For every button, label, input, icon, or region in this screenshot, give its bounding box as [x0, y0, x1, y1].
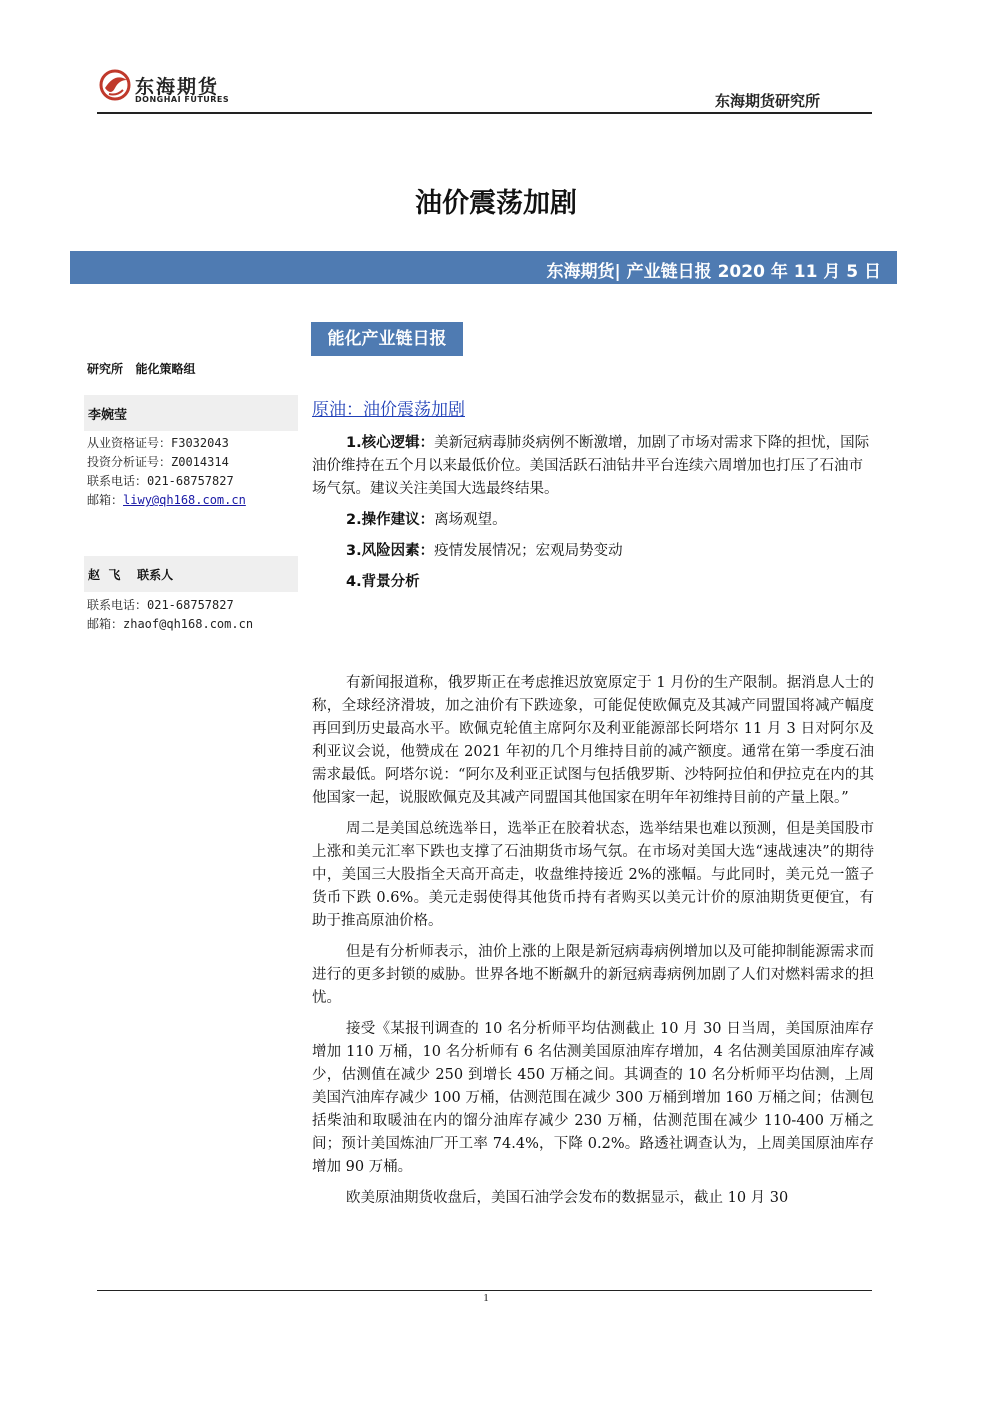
analyst-email-row: [87, 491, 246, 510]
logo-cn-text: 东海期货: [135, 76, 220, 98]
point-label: 2.操作建议：: [346, 512, 435, 528]
donghai-logo-mark-icon: [97, 66, 133, 104]
contact-phone: 联系电话：021-68757827: [87, 598, 234, 612]
analyst-phone: 联系电话：021-68757827: [87, 474, 234, 488]
point-core-logic: [312, 432, 874, 501]
email-label: 邮箱：: [87, 493, 124, 507]
point-label: 4.背景分析: [346, 574, 420, 590]
point-risk: [312, 540, 874, 563]
point-label: 3.风险因素：: [346, 543, 435, 559]
sidebar-department: 研究所 能化策略组: [87, 362, 196, 376]
paragraph: 周二是美国总统选举日，选举正在胶着状态，选举结果也难以预测，但是美国股市上涨和美元汇率下跌也支撑了石油期货市场气氛。在市场对美国大选“速战速决”的期待中，美国三大股指全天高开高走，收盘维持接近 2%的涨幅。与此同时，美元兑一篮子货币下跌 0.6%。美元走弱使得其他货币持有者购买以美元计价的原油期货更便宜，有助于推高原油价格。: [312, 821, 874, 929]
point-text: 疫情发展情况；宏观局势变动: [434, 543, 623, 559]
page-number: 1: [483, 1292, 489, 1304]
main-content: [312, 395, 874, 602]
paragraph: 接受《某报刊调查的 10 名分析师平均估测截止 10 月 30 日当周，美国原油库存增加 110 万桶，10 名分析师有 6 名估测美国原油库存增加，4 名估测美国原油库存减少，估测值在减少 250 到增长 450 万桶之间。其调查的 10 名分析师平均估测，上周美国汽油库存减少 100 万桶，估测范围在减少 300 万桶到增加 160 万桶之间；估测包括柴油和取暖油在内的馏分油库存减少 230 万桶，估测范围在减少 110-400 万桶之间；预计美国炼油厂开工率 74.4%，下降 0.2%。路透社调查认为，上周美国原油库存增加 90 万桶。: [312, 1021, 874, 1175]
report-banner: [70, 251, 897, 284]
point-text: 美新冠病毒肺炎病例不断激增，加剧了市场对需求下降的担忧，国际油价维持在五个月以来最低价位。美国活跃石油钻井平台连续六周增加也打压了石油市场气氛。建议关注美国大选最终结果。: [312, 435, 870, 497]
footer-divider: [97, 1290, 872, 1291]
point-background: [312, 571, 874, 594]
contact-name: 赵 飞 联系人: [88, 568, 174, 582]
analyst-name: 李婉莹: [88, 408, 128, 423]
contact-email: 邮箱：zhaof@qh168.com.cn: [87, 617, 254, 631]
point-label: 1.核心逻辑：: [346, 435, 435, 451]
point-operation: [312, 509, 874, 532]
logo-en-text: DONGHAI FUTURES: [135, 95, 230, 104]
investment-number: 投资分析证号：Z0014314: [87, 455, 229, 469]
institute-name: 东海期货研究所: [714, 92, 820, 110]
paragraph: 但是有分析师表示，油价上涨的上限是新冠病毒病例增加以及可能抑制能源需求而进行的更多封锁的威胁。世界各地不断飙升的新冠病毒病例加剧了人们对燃料需求的担忧。: [312, 944, 874, 1006]
analyst-info: [87, 434, 246, 510]
document-title: 油价震荡加剧: [415, 188, 577, 219]
section-label: 能化产业链日报: [311, 322, 463, 356]
paragraph: 欧美原油期货收盘后，美国石油学会发布的数据显示，截止 10 月 30: [346, 1190, 789, 1206]
analyst-email-link[interactable]: liwy@qh168.com.cn: [123, 493, 246, 507]
donghai-logo: [97, 66, 237, 106]
header-divider: [97, 112, 872, 114]
banner-text: 东海期货| 产业链日报 2020 年 11 月 5 日: [546, 262, 881, 282]
contact-info: [87, 596, 253, 634]
background-analysis: [312, 672, 874, 1218]
qualification-number: 从业资格证号：F3032043: [87, 436, 229, 450]
paragraph: 有新闻报道称，俄罗斯正在考虑推迟放宽原定于 1 月份的生产限制。据消息人士的称，全球经济滑坡，加之油价有下跌迹象，可能促使欧佩克及其减产同盟国将减产幅度再回到历史最高水平。欧佩克轮值主席阿尔及利亚能源部长阿塔尔 11 月 3 日对阿尔及利亚议会说，他赞成在 2021 年初的几个月维持目前的减产额度。通常在第一季度石油需求最低。阿塔尔说：“阿尔及利亚正试图与包括俄罗斯、沙特阿拉伯和伊拉克在内的其他国家一起，说服欧佩克及其减产同盟国其他国家在明年年初维持目前的产量上限。”: [312, 675, 874, 806]
point-text: 离场观望。: [434, 512, 507, 528]
article-subtitle[interactable]: 原油：油价震荡加剧: [312, 400, 465, 420]
